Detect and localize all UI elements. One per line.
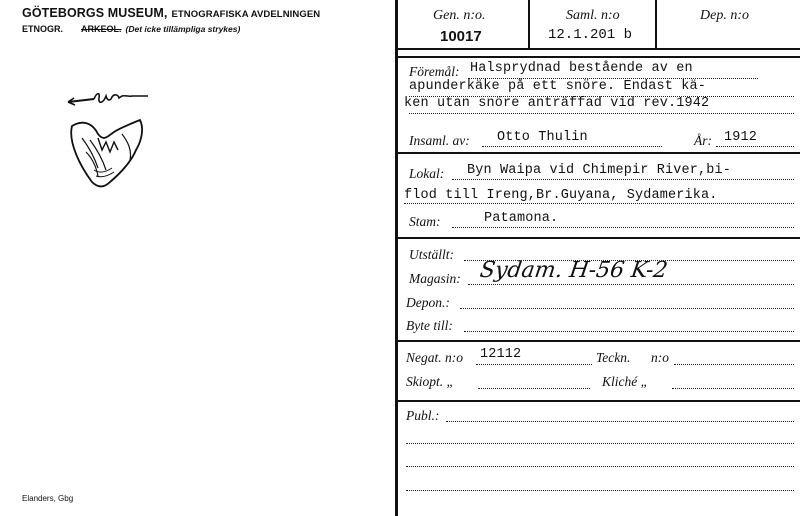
section-rule — [396, 340, 800, 342]
header-rule — [396, 48, 800, 50]
teckn-label: Teckn. — [596, 350, 631, 365]
ar-value: 1912 — [724, 130, 758, 145]
magasin-label: Magasin: — [409, 271, 461, 286]
museum-name: GÖTEBORGS MUSEUM, — [22, 6, 168, 20]
category-line — [22, 24, 240, 34]
dotted-line — [672, 388, 794, 389]
dotted-line — [674, 364, 794, 365]
byte-label: Byte till: — [406, 318, 453, 333]
dotted-line — [409, 113, 794, 114]
etnogr-label: ETNOGR. — [22, 24, 64, 34]
dotted-line — [446, 421, 794, 422]
header-separator — [528, 0, 530, 48]
lokal-line-2: flod till Ireng,Br.Guyana, Sydamerika. — [404, 188, 718, 203]
stam-value: Patamona. — [484, 211, 559, 226]
utstallt-label: Utställt: — [409, 247, 455, 262]
lokal-label: Lokal: — [409, 166, 445, 181]
gen-value: 10017 — [440, 28, 482, 45]
dotted-line — [482, 146, 662, 147]
saml-label: Saml. n:o — [566, 8, 620, 23]
dotted-line — [452, 179, 794, 180]
dotted-line — [464, 331, 794, 332]
ar-label: År: — [694, 133, 712, 148]
dotted-line — [460, 308, 794, 309]
magasin-value: Sydam. H-56 K-2 — [478, 258, 670, 283]
dotted-line — [406, 443, 794, 444]
dotted-line — [406, 466, 794, 467]
printer-imprint: Elanders, Gbg — [22, 494, 74, 503]
dotted-line — [406, 490, 794, 491]
teckn-no-label: n:o — [651, 350, 669, 365]
negat-label: Negat. n:o — [406, 350, 463, 365]
card-divider — [395, 0, 398, 516]
lokal-line-1: Byn Waipa vid Chimepir River,bi- — [467, 163, 732, 178]
foremal-line-3: ken utan snöre anträffad vid rev.1942 — [404, 96, 710, 111]
publ-label: Publ.: — [406, 408, 440, 423]
arkeol-label: ARKEOL. — [81, 24, 122, 34]
negat-value: 12112 — [480, 347, 522, 362]
dotted-line — [468, 284, 794, 285]
dep-label: Dep. n:o — [700, 8, 749, 23]
jaw-necklace-sketch-icon — [64, 116, 154, 192]
header-separator — [655, 0, 657, 48]
kliche-label: Kliché „ — [602, 374, 649, 389]
insaml-label: Insaml. av: — [409, 133, 470, 148]
foremal-line-1: Halsprydnad bestående av en — [470, 61, 693, 76]
foremal-label: Föremål: — [409, 64, 460, 79]
dotted-line — [478, 388, 590, 389]
section-rule — [396, 152, 800, 154]
dotted-line — [716, 146, 794, 147]
depon-label: Depon.: — [406, 295, 450, 310]
stam-label: Stam: — [409, 214, 441, 229]
department-name: ETNOGRAFISKA AVDELNINGEN — [171, 9, 321, 20]
strike-note: (Det icke tillämpliga strykes) — [125, 24, 241, 34]
header-rule — [396, 56, 800, 58]
insaml-value: Otto Thulin — [497, 130, 588, 145]
saml-value: 12.1.201 b — [548, 27, 633, 43]
dotted-line — [452, 227, 794, 228]
section-rule — [396, 400, 800, 402]
section-rule — [396, 237, 800, 239]
dotted-line — [404, 203, 794, 204]
dotted-line — [476, 364, 592, 365]
foremal-line-2: apunderkäke på ett snöre. Endast kä- — [409, 79, 707, 94]
museum-header — [22, 6, 320, 20]
skiopt-label: Skiopt. „ — [406, 374, 455, 389]
sketch-annotation-icon — [66, 88, 156, 110]
gen-label: Gen. n:o. — [433, 8, 486, 23]
